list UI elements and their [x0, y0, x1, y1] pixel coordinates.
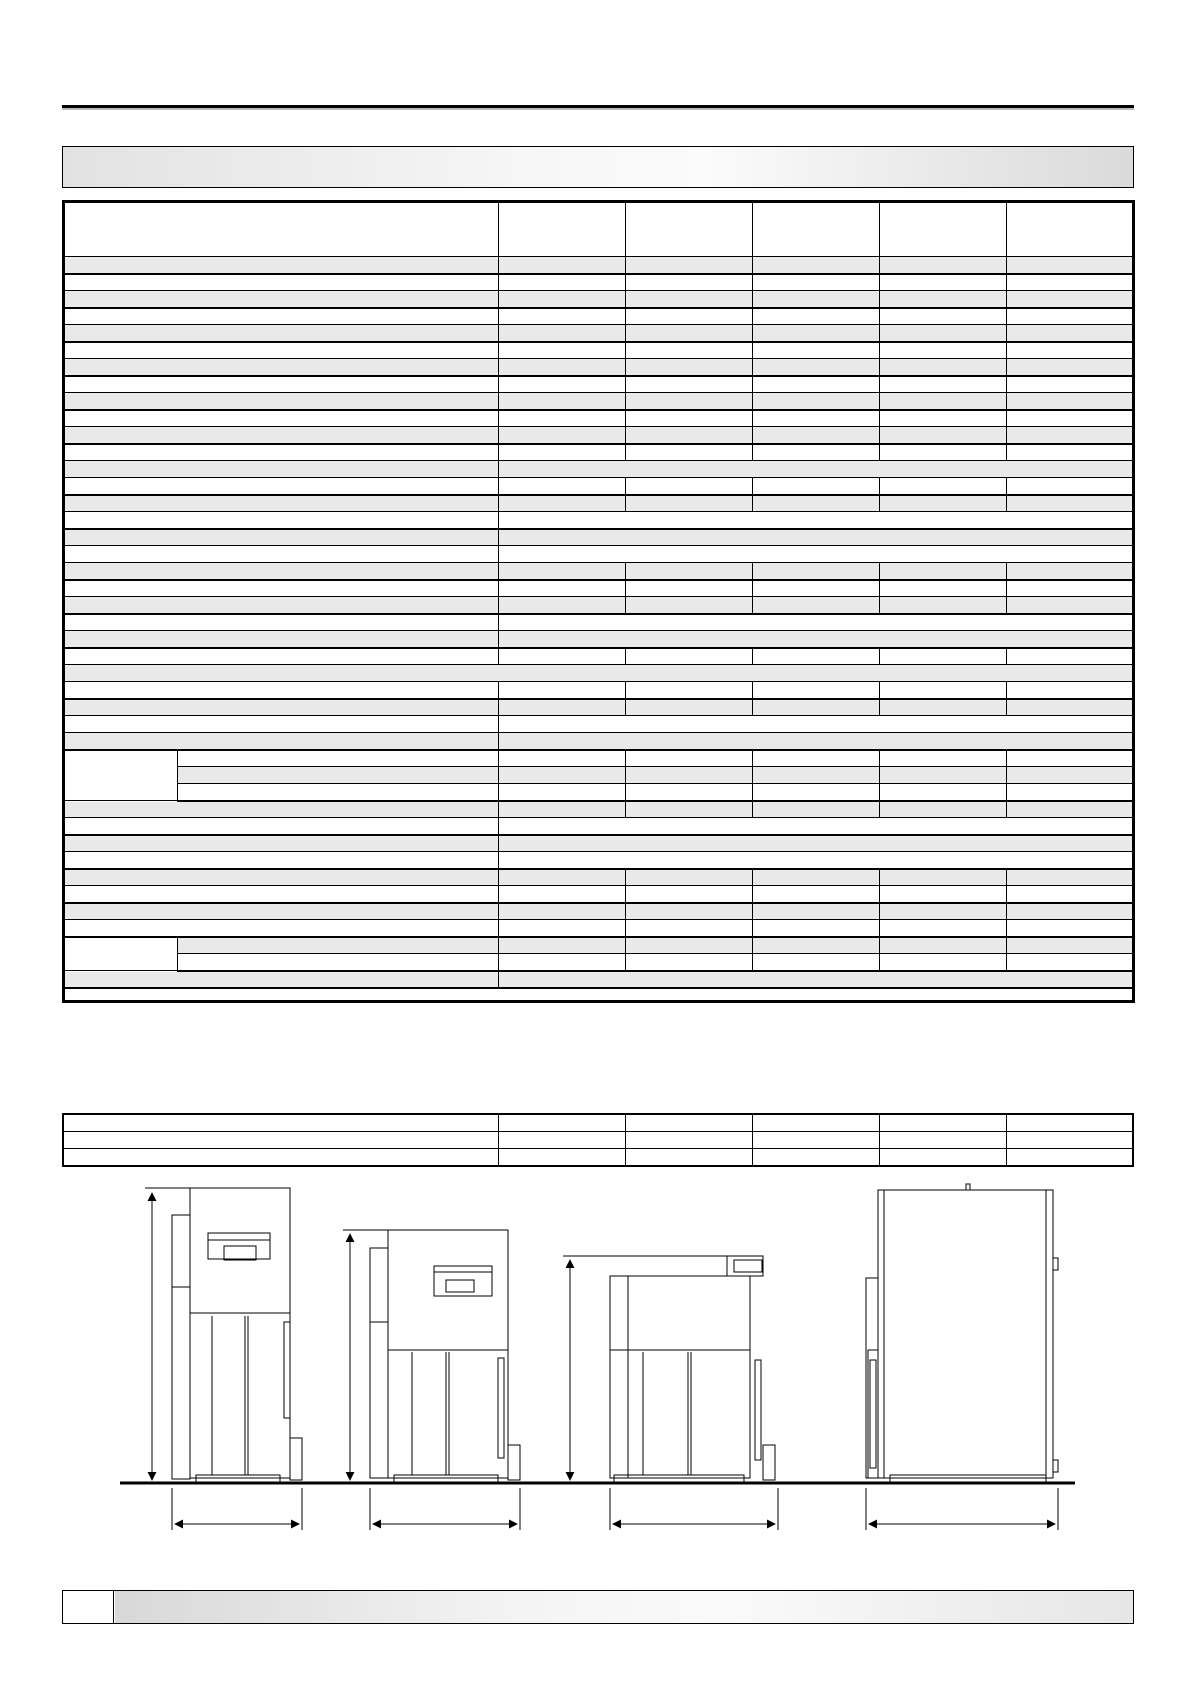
row-value: [1007, 478, 1134, 495]
row-value: [880, 393, 1007, 410]
row-value: [626, 308, 753, 325]
row-label: [64, 546, 499, 563]
row-label: [64, 308, 499, 325]
row-value: [626, 580, 753, 597]
row-label: [64, 648, 499, 665]
row-value: [753, 869, 880, 886]
table-row: [64, 954, 1134, 971]
row-value: [1007, 427, 1134, 444]
row-value: [499, 903, 626, 920]
row-value: [753, 682, 880, 699]
table-row: [64, 597, 1134, 614]
row-value: [499, 869, 626, 886]
row-value: [1007, 597, 1134, 614]
row-value: [1007, 886, 1134, 903]
table-row: [64, 835, 1134, 852]
row-label: [64, 529, 499, 546]
table-row: [64, 512, 1134, 529]
row-value: [499, 631, 1134, 648]
row-value: [626, 869, 753, 886]
row-value: [753, 903, 880, 920]
row-label: [64, 733, 499, 750]
row-value: [1007, 920, 1134, 937]
row-value: [753, 495, 880, 512]
row-label: [64, 325, 499, 342]
table-row: [64, 886, 1134, 903]
row-value: [1007, 257, 1134, 274]
row-value: [1007, 784, 1134, 801]
row-value: [499, 274, 626, 291]
table-row: [64, 614, 1134, 631]
row-value: [499, 818, 1134, 835]
row-value: [626, 597, 753, 614]
row-label: [64, 410, 499, 427]
row-label: [64, 495, 499, 512]
page-footer: [62, 1590, 1134, 1624]
dimension-value: [1006, 1149, 1133, 1167]
row-value: [880, 359, 1007, 376]
row-value: [626, 325, 753, 342]
row-value: [1007, 342, 1134, 359]
dimension-value: [498, 1114, 625, 1132]
row-value: [626, 903, 753, 920]
table-row: [63, 1114, 1133, 1132]
row-value: [499, 563, 626, 580]
table-row: [64, 410, 1134, 427]
table-row: [64, 546, 1134, 563]
row-value: [1007, 699, 1134, 716]
table-header-row: [64, 202, 1134, 257]
row-value: [626, 410, 753, 427]
row-value: [753, 648, 880, 665]
dimension-value: [1006, 1132, 1133, 1149]
table-row: [64, 529, 1134, 546]
row-value: [753, 784, 880, 801]
row-value: [880, 325, 1007, 342]
row-value: [1007, 648, 1134, 665]
table-row: [64, 648, 1134, 665]
table-row: [64, 359, 1134, 376]
row-value: [1007, 291, 1134, 308]
row-value: [499, 376, 626, 393]
row-value: [753, 393, 880, 410]
row-label: [64, 835, 499, 852]
row-value: [880, 342, 1007, 359]
row-value: [753, 427, 880, 444]
table-row: [64, 784, 1134, 801]
front-view-narrow: [145, 1188, 302, 1530]
row-value: [626, 257, 753, 274]
row-label: [64, 886, 499, 903]
row-value: [880, 274, 1007, 291]
row-value: [626, 682, 753, 699]
row-value: [1007, 274, 1134, 291]
row-group-label: [64, 937, 178, 971]
table-row: [64, 920, 1134, 937]
row-value: [753, 920, 880, 937]
row-value: [1007, 801, 1134, 818]
row-value: [880, 750, 1007, 767]
row-value: [880, 427, 1007, 444]
table-row: [64, 495, 1134, 512]
row-value: [626, 699, 753, 716]
table-row: [64, 325, 1134, 342]
row-value: [626, 801, 753, 818]
front-view-wide: [343, 1230, 520, 1530]
table-row: [64, 988, 1134, 1002]
table-row: [64, 257, 1134, 274]
row-value: [499, 767, 626, 784]
row-value: [753, 478, 880, 495]
footer-bar: [115, 1591, 1133, 1623]
row-label: [64, 376, 499, 393]
table-row: [64, 971, 1134, 988]
row-value: [880, 903, 1007, 920]
table-row: [64, 291, 1134, 308]
row-value: [880, 784, 1007, 801]
row-value: [880, 444, 1007, 461]
table-row: [64, 342, 1134, 359]
dimension-value: [625, 1132, 752, 1149]
row-value: [499, 325, 626, 342]
dimension-value: [879, 1132, 1006, 1149]
row-label: [64, 444, 499, 461]
parameter-header: [64, 202, 499, 257]
table-row: [64, 444, 1134, 461]
row-value: [1007, 325, 1134, 342]
row-value: [499, 495, 626, 512]
table-row: [64, 716, 1134, 733]
row-value: [880, 886, 1007, 903]
row-value: [626, 563, 753, 580]
table-row: [64, 563, 1134, 580]
model-column-header: [753, 202, 880, 257]
row-value: [880, 937, 1007, 954]
row-value: [499, 529, 1134, 546]
table-row: [64, 580, 1134, 597]
row-value: [499, 444, 626, 461]
model-column-header: [626, 202, 753, 257]
row-value: [753, 291, 880, 308]
table-row: [64, 393, 1134, 410]
table-row: [64, 852, 1134, 869]
row-value: [753, 580, 880, 597]
row-label: [64, 393, 499, 410]
dimension-label: [63, 1149, 498, 1167]
row-label: [64, 274, 499, 291]
row-label: [178, 784, 499, 801]
row-value: [499, 648, 626, 665]
row-value: [499, 308, 626, 325]
row-value: [499, 597, 626, 614]
dimension-value: [625, 1149, 752, 1167]
dimension-value: [625, 1114, 752, 1132]
table-row: [64, 869, 1134, 886]
row-value: [1007, 410, 1134, 427]
row-value: [499, 954, 626, 971]
row-value: [626, 376, 753, 393]
row-value: [499, 342, 626, 359]
row-value: [1007, 954, 1134, 971]
row-value: [753, 359, 880, 376]
row-label: [178, 767, 499, 784]
row-value: [753, 257, 880, 274]
row-value: [1007, 580, 1134, 597]
row-label: [64, 512, 499, 529]
dimension-value: [1006, 1114, 1133, 1132]
row-value: [753, 937, 880, 954]
row-value: [753, 699, 880, 716]
table-row: [64, 682, 1134, 699]
row-value: [880, 954, 1007, 971]
row-value: [626, 784, 753, 801]
table-row: [64, 308, 1134, 325]
row-label: [64, 818, 499, 835]
row-value: [880, 869, 1007, 886]
model-column-header: [1007, 202, 1134, 257]
table-row: [64, 801, 1134, 818]
row-label: [64, 359, 499, 376]
table-row: [64, 427, 1134, 444]
row-label: [64, 478, 499, 495]
row-value: [626, 342, 753, 359]
dimension-value: [752, 1114, 879, 1132]
row-label: [64, 903, 499, 920]
row-label: [64, 920, 499, 937]
row-label: [64, 988, 1134, 1002]
row-value: [499, 835, 1134, 852]
table-row: [64, 733, 1134, 750]
table-row: [64, 631, 1134, 648]
row-value: [499, 750, 626, 767]
row-value: [499, 427, 626, 444]
row-value: [880, 648, 1007, 665]
table-row: [64, 903, 1134, 920]
table-row: [64, 461, 1134, 478]
row-value: [1007, 750, 1134, 767]
dimension-value: [498, 1149, 625, 1167]
row-value: [499, 580, 626, 597]
row-value: [753, 767, 880, 784]
row-value: [626, 478, 753, 495]
row-value: [626, 767, 753, 784]
row-value: [499, 291, 626, 308]
row-label: [64, 869, 499, 886]
dimension-value: [879, 1149, 1006, 1167]
technical-data-table: [62, 200, 1135, 1003]
front-view-low: [563, 1256, 778, 1530]
row-value: [1007, 393, 1134, 410]
row-label: [64, 461, 499, 478]
row-value: [499, 801, 626, 818]
page-number: [63, 1591, 114, 1623]
row-value: [499, 886, 626, 903]
section-title-bar: [62, 146, 1134, 188]
row-value: [880, 682, 1007, 699]
row-value: [499, 393, 626, 410]
row-value: [499, 461, 1134, 478]
row-value: [753, 308, 880, 325]
dimension-value: [498, 1132, 625, 1149]
row-value: [753, 750, 880, 767]
row-label: [64, 614, 499, 631]
row-value: [626, 291, 753, 308]
row-label: [64, 580, 499, 597]
row-value: [499, 937, 626, 954]
row-value: [499, 478, 626, 495]
row-value: [1007, 682, 1134, 699]
row-value: [499, 716, 1134, 733]
row-value: [499, 546, 1134, 563]
table-row: [64, 818, 1134, 835]
row-value: [753, 597, 880, 614]
boiler-dimension-drawings: [0, 1170, 1192, 1570]
row-value: [753, 342, 880, 359]
row-value: [1007, 563, 1134, 580]
row-label: [64, 852, 499, 869]
row-value: [880, 410, 1007, 427]
model-column-header: [880, 202, 1007, 257]
table-row: [64, 274, 1134, 291]
row-value: [1007, 495, 1134, 512]
row-value: [499, 733, 1134, 750]
row-value: [499, 852, 1134, 869]
row-value: [499, 682, 626, 699]
row-value: [626, 393, 753, 410]
row-value: [499, 971, 1134, 988]
row-value: [1007, 767, 1134, 784]
row-value: [499, 512, 1134, 529]
row-value: [880, 291, 1007, 308]
row-value: [626, 274, 753, 291]
row-value: [1007, 903, 1134, 920]
dimension-value: [752, 1149, 879, 1167]
row-value: [880, 495, 1007, 512]
row-label: [64, 631, 499, 648]
table-row: [63, 1132, 1133, 1149]
dimensions-table: [62, 1113, 1134, 1167]
row-label: [64, 665, 1134, 682]
row-value: [1007, 308, 1134, 325]
row-value: [880, 597, 1007, 614]
dimension-label: [63, 1132, 498, 1149]
row-value: [499, 410, 626, 427]
table-row: [63, 1149, 1133, 1167]
row-value: [1007, 869, 1134, 886]
row-label: [178, 954, 499, 971]
row-value: [880, 920, 1007, 937]
row-value: [753, 444, 880, 461]
row-value: [753, 801, 880, 818]
row-group-label: [64, 750, 178, 801]
table-row: [64, 478, 1134, 495]
row-value: [753, 325, 880, 342]
row-label: [64, 291, 499, 308]
row-value: [1007, 937, 1134, 954]
row-value: [626, 937, 753, 954]
row-value: [753, 410, 880, 427]
table-row: [64, 750, 1134, 767]
header-rule: [62, 105, 1134, 108]
row-value: [753, 886, 880, 903]
dimension-value: [879, 1114, 1006, 1132]
row-value: [880, 580, 1007, 597]
row-label: [64, 716, 499, 733]
row-value: [753, 376, 880, 393]
row-label: [64, 801, 499, 818]
row-label: [64, 257, 499, 274]
row-value: [178, 937, 499, 954]
table-row: [64, 937, 1134, 954]
row-label: [64, 971, 499, 988]
row-value: [1007, 444, 1134, 461]
row-value: [499, 614, 1134, 631]
row-value: [880, 767, 1007, 784]
row-value: [626, 920, 753, 937]
row-value: [880, 376, 1007, 393]
side-view: [866, 1184, 1058, 1530]
row-value: [626, 359, 753, 376]
model-column-header: [499, 202, 626, 257]
row-value: [626, 648, 753, 665]
row-value: [753, 563, 880, 580]
row-value: [880, 308, 1007, 325]
row-value: [499, 699, 626, 716]
table-row: [64, 376, 1134, 393]
row-value: [1007, 359, 1134, 376]
table-row: [64, 767, 1134, 784]
row-value: [1007, 376, 1134, 393]
row-label: [64, 563, 499, 580]
row-value: [626, 427, 753, 444]
table-row: [64, 699, 1134, 716]
row-label: [64, 699, 499, 716]
row-value: [499, 257, 626, 274]
row-value: [753, 954, 880, 971]
row-value: [499, 359, 626, 376]
row-value: [626, 750, 753, 767]
row-label: [64, 342, 499, 359]
row-value: [626, 954, 753, 971]
row-value: [880, 699, 1007, 716]
row-value: [880, 478, 1007, 495]
dimension-label: [63, 1114, 498, 1132]
row-value: [880, 801, 1007, 818]
row-label: [64, 427, 499, 444]
row-value: [178, 750, 499, 767]
row-value: [499, 784, 626, 801]
row-label: [64, 682, 499, 699]
table-row: [64, 665, 1134, 682]
row-value: [626, 495, 753, 512]
row-value: [626, 444, 753, 461]
row-value: [626, 886, 753, 903]
row-value: [880, 257, 1007, 274]
row-value: [499, 920, 626, 937]
row-value: [753, 274, 880, 291]
row-label: [64, 597, 499, 614]
row-value: [880, 563, 1007, 580]
dimension-value: [752, 1132, 879, 1149]
